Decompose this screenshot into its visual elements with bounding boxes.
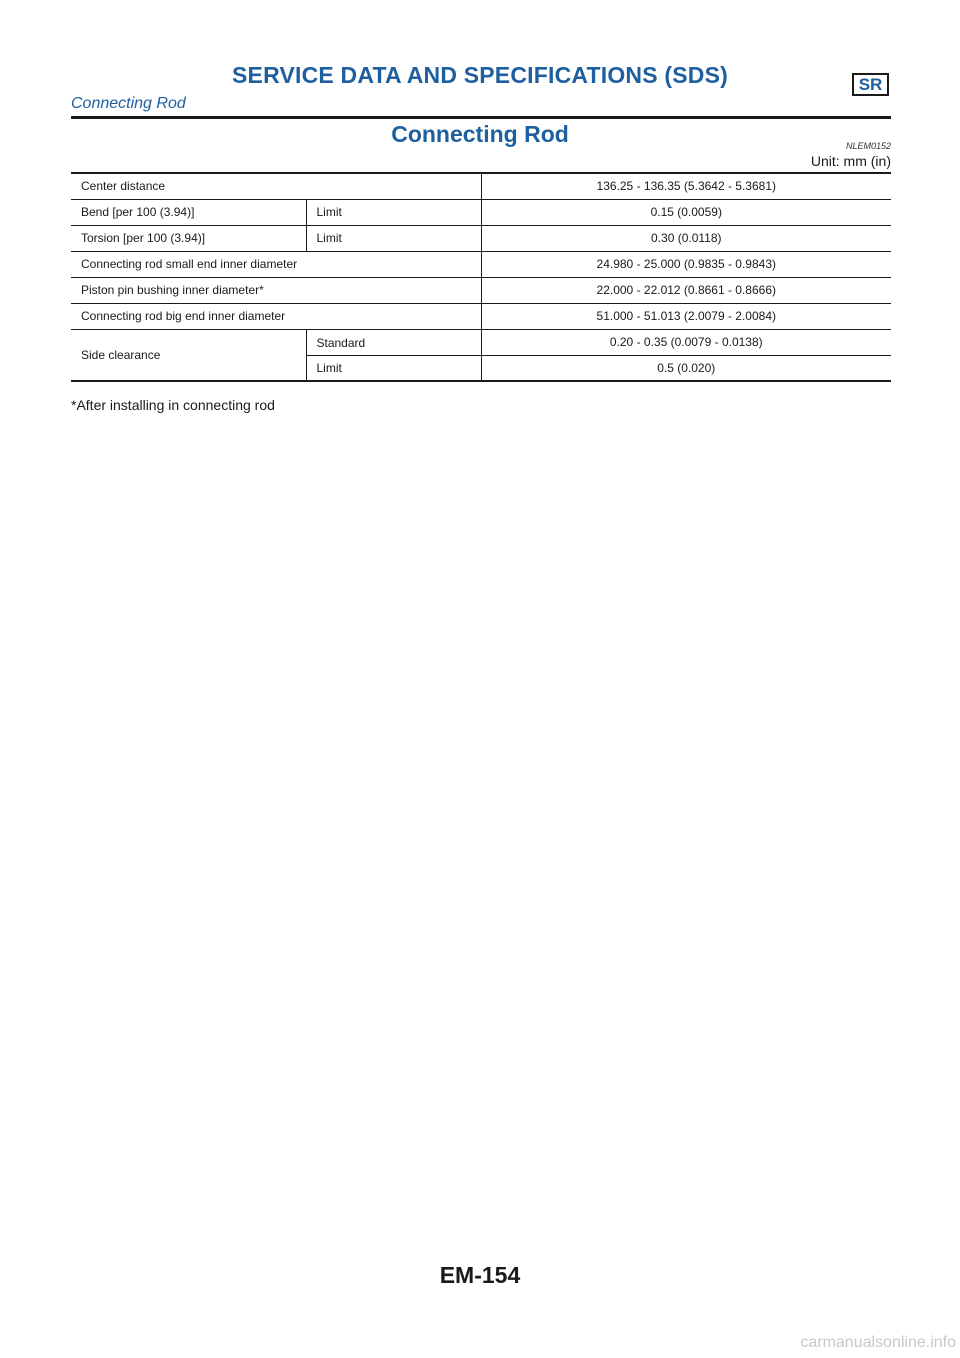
table-row — [71, 173, 891, 199]
section-header-title: SERVICE DATA AND SPECIFICATIONS (SDS) — [232, 62, 728, 88]
row-item: Side clearance — [71, 329, 306, 381]
row-item: Piston pin bushing inner diameter* — [71, 277, 481, 303]
table-row — [71, 277, 891, 303]
row-value: 24.980 - 25.000 (0.9835 - 0.9843) — [481, 251, 891, 277]
row-value: 51.000 - 51.013 (2.0079 - 2.0084) — [481, 303, 891, 329]
reference-code: NLEM0152 — [845, 141, 891, 151]
row-value: 0.5 (0.020) — [481, 355, 891, 381]
row-item: Connecting rod small end inner diameter — [71, 251, 481, 277]
row-sub: Limit — [306, 199, 481, 225]
row-item: Center distance — [71, 173, 481, 199]
header-divider — [71, 116, 891, 119]
watermark: carmanualsonline.info — [800, 1334, 956, 1351]
row-value: 0.20 - 0.35 (0.0079 - 0.0138) — [481, 329, 891, 355]
table-row — [71, 199, 891, 225]
row-sub: Limit — [306, 225, 481, 251]
row-item: Connecting rod big end inner diameter — [71, 303, 481, 329]
unit-label: Unit: mm (in) — [810, 153, 891, 169]
table-row — [71, 303, 891, 329]
page-number: EM-154 — [439, 1262, 521, 1288]
table-row — [71, 251, 891, 277]
row-sub: Limit — [306, 355, 481, 381]
page-title: Connecting Rod — [391, 121, 569, 147]
table-row — [71, 225, 891, 251]
row-item: Bend [per 100 (3.94)] — [71, 199, 306, 225]
row-value: 22.000 - 22.012 (0.8661 - 0.8666) — [481, 277, 891, 303]
row-sub: Standard — [306, 329, 481, 355]
row-value: 136.25 - 136.35 (5.3642 - 5.3681) — [481, 173, 891, 199]
row-value: 0.30 (0.0118) — [481, 225, 891, 251]
row-value: 0.15 (0.0059) — [481, 199, 891, 225]
spec-table — [71, 172, 891, 382]
row-item: Torsion [per 100 (3.94)] — [71, 225, 306, 251]
footnote: *After installing in connecting rod — [71, 397, 275, 413]
engine-code-badge: SR — [852, 73, 889, 96]
table-row — [71, 329, 891, 355]
header-subtitle: Connecting Rod — [71, 95, 186, 112]
